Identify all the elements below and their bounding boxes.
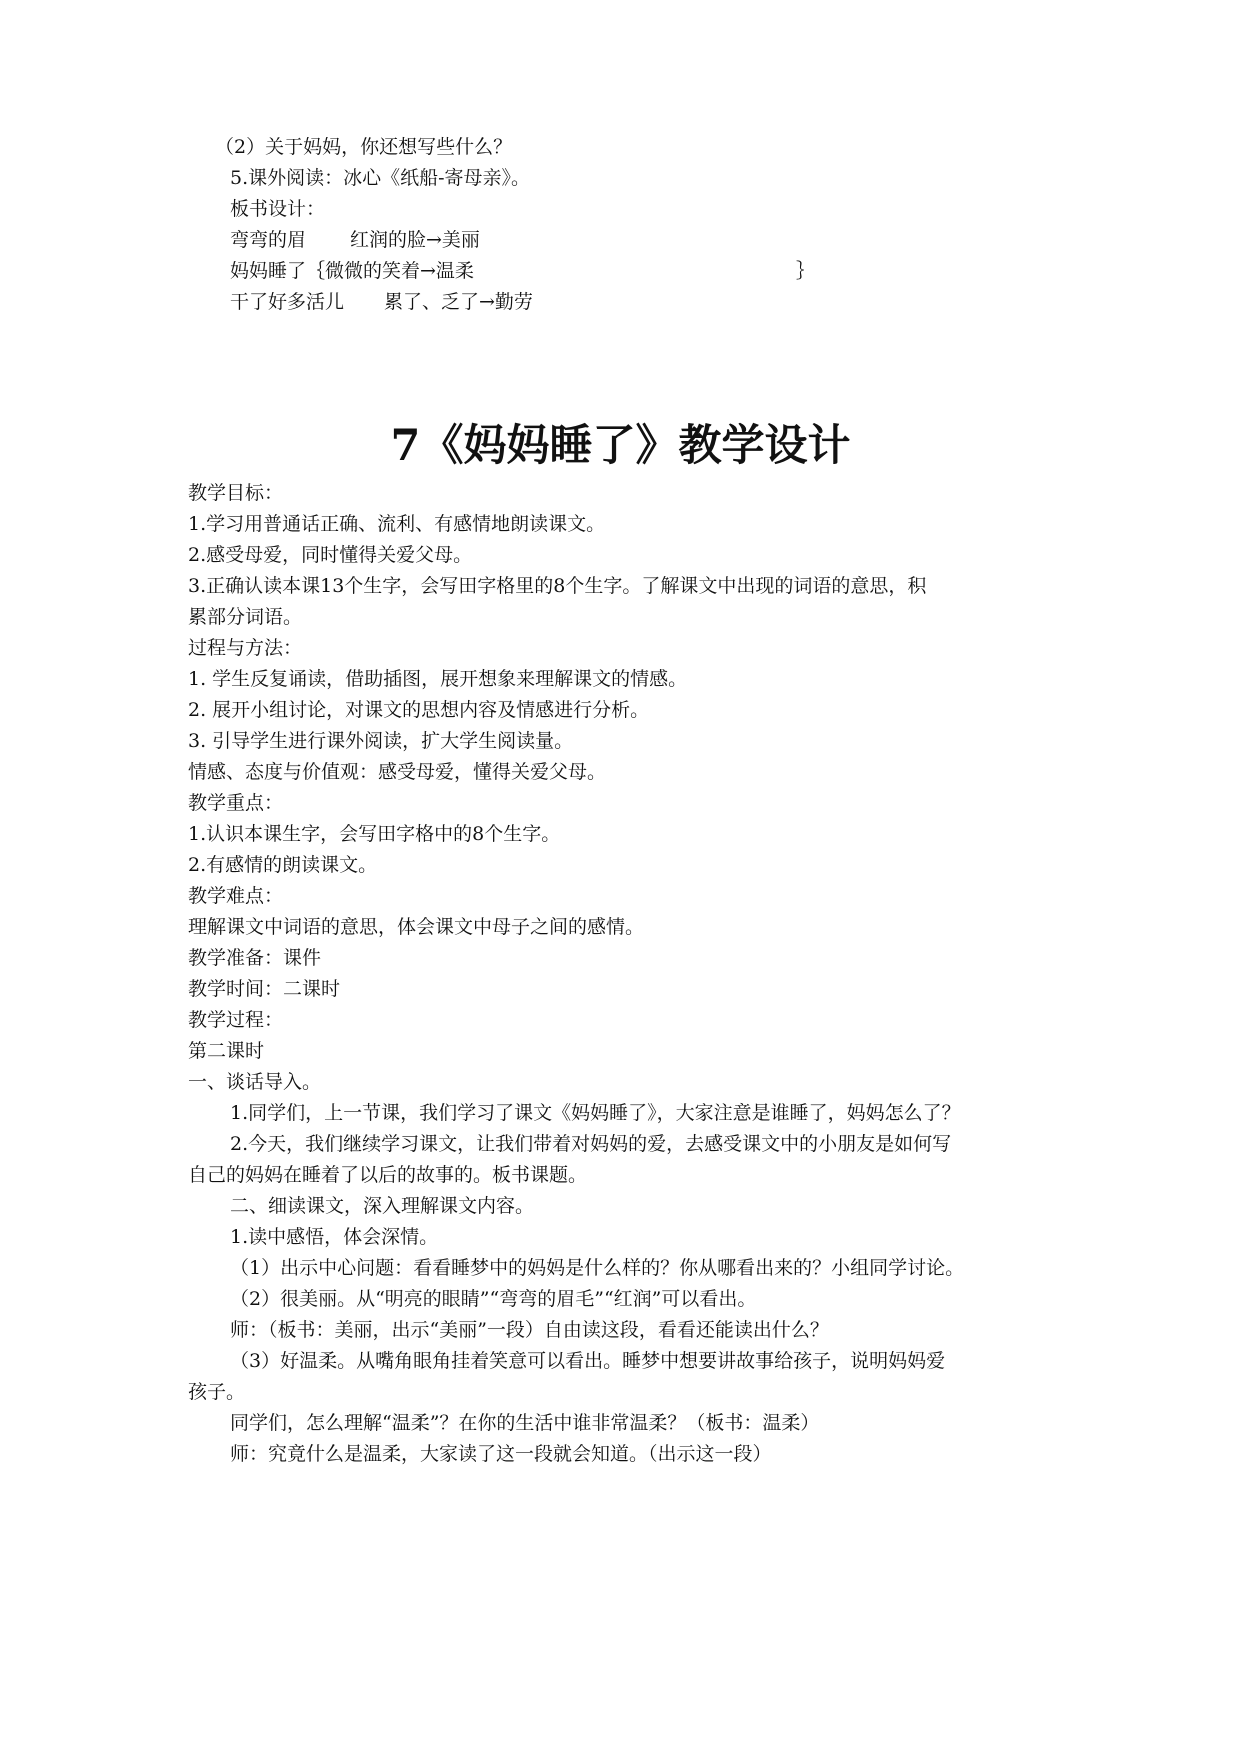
board-row-3-left: 干了好多活儿 [230,291,345,313]
board-row-3-right: 累了、乏了→勤劳 [384,291,533,313]
process-heading: 教学过程： [188,1009,284,1031]
key-point-item-1: 1.认识本课生字，会写田字格中的8个生字。 [188,823,561,845]
part1-paragraph-2-line-2: 自己的妈妈在睡着了以后的故事的。板书课题。 [188,1164,588,1186]
process-method-item-1: 1. 学生反复诵读，借助插图，展开想象来理解课文的情感。 [188,668,688,690]
board-row-2-brace: ｝ [796,260,816,282]
goal-item-2: 2.感受母爱，同时懂得关爱父母。 [188,544,473,566]
part2-teacher-2: 师：究竟什么是温柔，大家读了这一段就会知道。（出示这一段） [230,1443,772,1465]
time-line: 教学时间：二课时 [188,978,341,1000]
goals-heading: 教学目标： [188,482,284,504]
process-method-heading: 过程与方法： [188,637,303,659]
emotion-line: 情感、态度与价值观：感受母爱，懂得关爱父母。 [188,761,607,783]
goal-item-1: 1.学习用普通话正确、流利、有感情地朗读课文。 [188,513,606,535]
prev-question-line: （2）关于妈妈，你还想写些什么？ [215,136,513,158]
part1-paragraph-2-line-1: 2.今天，我们继续学习课文，让我们带着对妈妈的爱，去感受课文中的小朋友是如何写 [230,1133,952,1155]
key-point-item-2: 2.有感情的朗读课文。 [188,854,378,876]
part2-heading: 二、细读课文，深入理解课文内容。 [230,1195,535,1217]
part1-paragraph-1: 1.同学们，上一节课，我们学习了课文《妈妈睡了》，大家注意是谁睡了，妈妈怎么了？ [230,1102,961,1124]
key-points-heading: 教学重点： [188,792,284,814]
board-row-2 [230,257,830,285]
part2-question-2: （2）很美丽。从“明亮的眼睛”“弯弯的眉毛”“红润”可以看出。 [230,1288,757,1310]
difficulty-text: 理解课文中词语的意思，体会课文中母子之间的感情。 [188,916,645,938]
preparation-line: 教学准备：课件 [188,947,322,969]
part2-subheading-1: 1.读中感悟，体会深情。 [230,1226,439,1248]
process-method-item-2: 2. 展开小组讨论，对课文的思想内容及情感进行分析。 [188,699,650,721]
part2-question-3-line-2: 孩子。 [188,1381,246,1403]
board-row-2-left: 妈妈睡了｛微微的笑着→温柔 [230,260,474,282]
part2-question-3-line-1: （3）好温柔。从嘴角眼角挂着笑意可以看出。睡梦中想要讲故事给孩子，说明妈妈爱 [230,1350,946,1372]
process-method-item-3: 3. 引导学生进行课外阅读，扩大学生阅读量。 [188,730,574,752]
extracurricular-reading-line: 5.课外阅读：冰心《纸船-寄母亲》。 [230,167,531,189]
part1-heading: 一、谈话导入。 [188,1071,322,1093]
lesson-label: 第二课时 [188,1040,265,1062]
board-design-heading: 板书设计： [230,198,326,220]
page-title: 7《妈妈睡了》教学设计 [390,421,851,471]
part2-question-1: （1）出示中心问题：看看睡梦中的妈妈是什么样的？你从哪看出来的？小组同学讨论。 [230,1257,965,1279]
board-row-1-right: 红润的脸→美丽 [350,229,480,251]
goal-item-3-line-2: 累部分词语。 [188,606,303,628]
part2-students-line: 同学们，怎么理解“温柔”？在你的生活中谁非常温柔？（板书：温柔） [230,1412,820,1434]
part2-teacher-1: 师：（板书：美丽，出示“美丽”一段）自由读这段，看看还能读出什么？ [230,1319,829,1341]
difficulty-heading: 教学难点： [188,885,284,907]
goal-item-3-line-1: 3.正确认读本课13个生字，会写田字格里的8个生字。了解课文中出现的词语的意思，积 [188,575,927,597]
board-row-1-left: 弯弯的眉 [230,229,307,251]
board-row-1 [230,226,480,254]
board-row-3 [230,288,533,316]
